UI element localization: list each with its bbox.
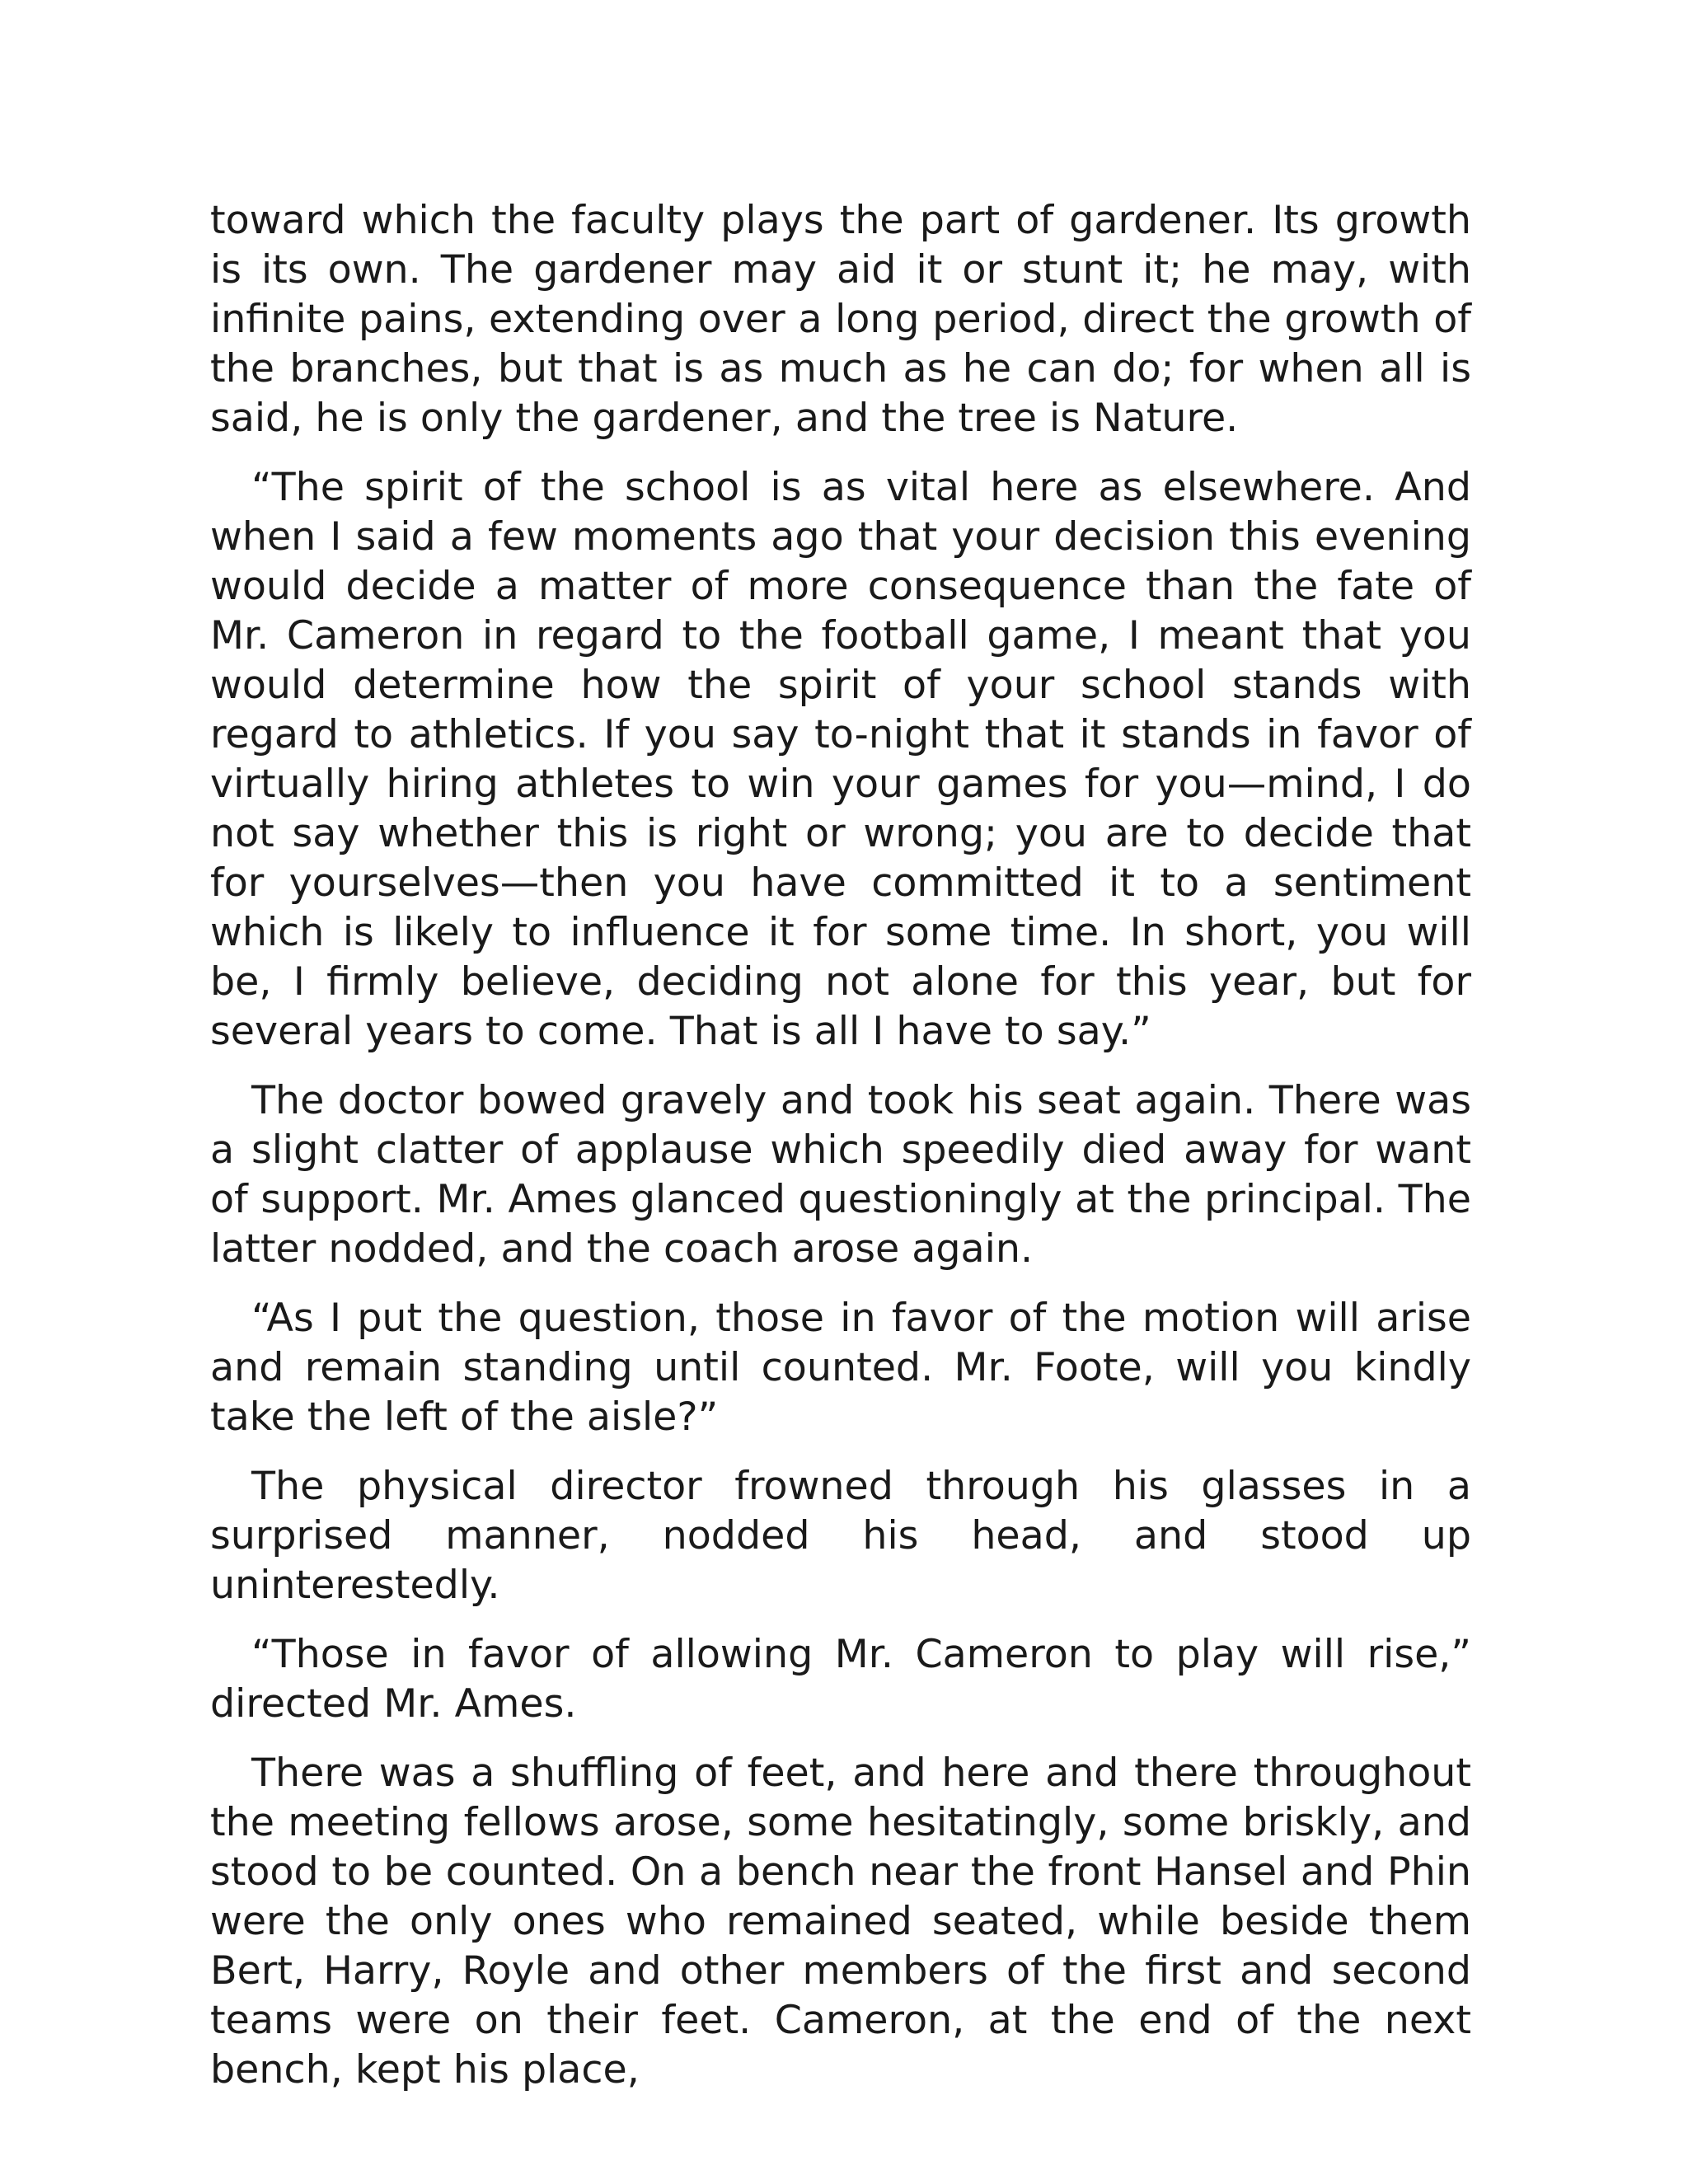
paragraph-doctor-bowed: The doctor bowed gravely and took his seat again. There was a slight clatter of applause which speedily died away for want of support. Mr. Ames glanced questioningly at the principal. The latter nodded, and the coach arose again.	[210, 1078, 1471, 1272]
paragraph-speech-spirit: “The spirit of the school is as vital here as elsewhere. And when I said a few moments ago that your decision this evening would decide a matter of more consequence than the fate of Mr. Cameron in regard to the football game, I meant that you would determine how the spirit of your school stands with regard to athletics. If you say to-night that it stands in favor of virtually hiring athletes to win your games for you—mind, I do not say whether this is right or wrong; you are to decide that for yourselves—then you have committed it to a sentiment which is likely to influence it for some time. In short, you will be, I firmly believe, deciding not alone for this year, but for several years to come. That is all I have to say.”	[210, 465, 1471, 1054]
paragraph-shuffling: There was a shuffling of feet, and here and there throughout the meeting fellows arose, some hesitatingly, some briskly, and stood to be counted. On a bench near the front Hansel and Phin were the only ones who remained seated, while beside them Bert, Harry, Royle and other members of the first and second teams were on their feet. Cameron, at the end of the next bench, kept his place,	[210, 1750, 1471, 2093]
paragraph-question: “As I put the question, those in favor of the motion will arise and remain standing until counted. Mr. Foote, will you kindly take the left of the aisle?”	[210, 1296, 1471, 1440]
paragraph-physical-director: The physical director frowned through his glasses in a surprised manner, nodded his head, and stood up uninterestedly.	[210, 1464, 1471, 1608]
paragraph-continued: toward which the faculty plays the part of gardener. Its growth is its own. The gardener may aid it or stunt it; he may, with infinite pains, extending over a long period, direct the growth of the branches, but that is as much as he can do; for when all is said, he is only the gardener, and the tree is Nature.	[210, 198, 1471, 441]
paragraph-directed: “Those in favor of allowing Mr. Cameron to play will rise,” directed Mr. Ames.	[210, 1632, 1471, 1727]
page-body	[210, 196, 1471, 2115]
